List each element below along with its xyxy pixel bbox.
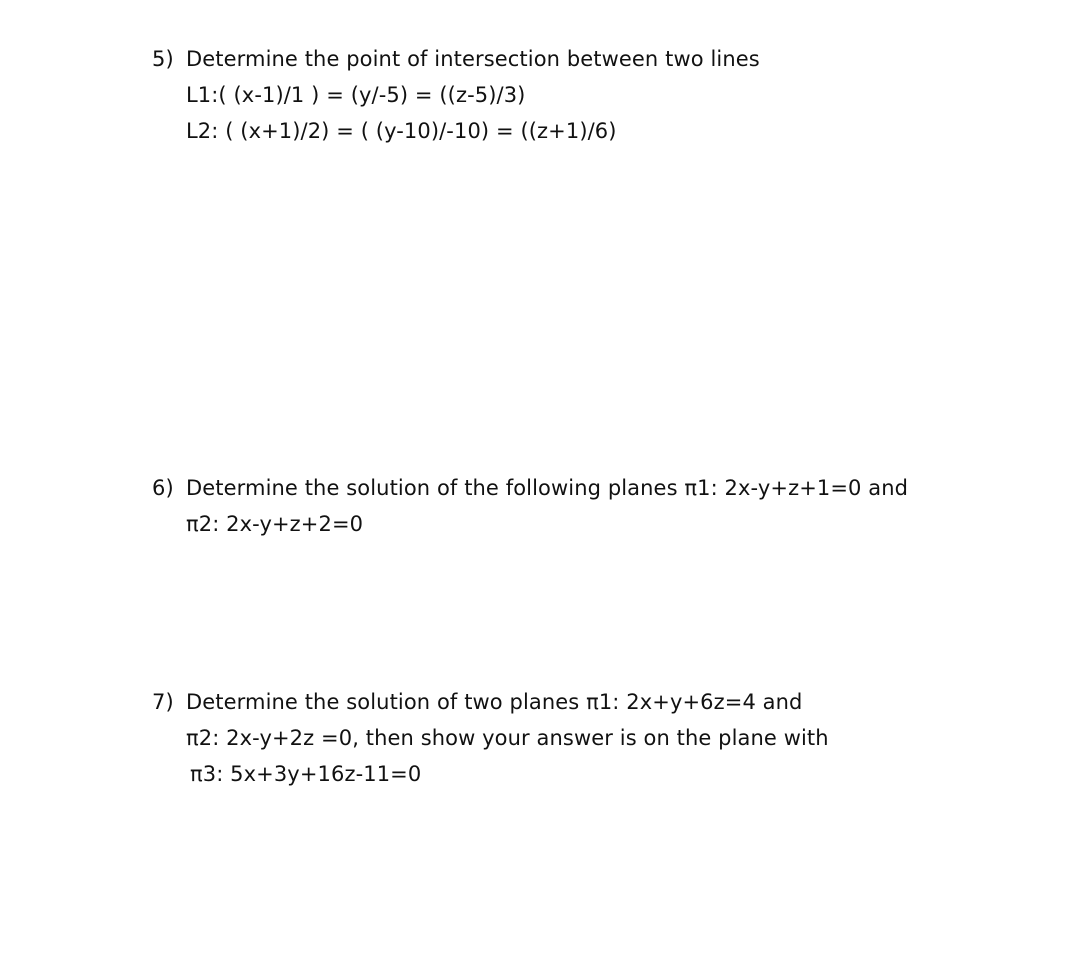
question-number: 5)	[152, 47, 174, 71]
question-text: Determine the solution of the following planes π1: 2x-y+z+1=0 and	[186, 476, 909, 500]
line-l1-equation: L1:( (x-1)/1 ) = (y/-5) = ((z-5)/3)	[186, 83, 526, 107]
question-6-heading	[152, 475, 908, 501]
question-number: 6)	[152, 476, 174, 500]
question-text: Determine the solution of two planes π1: 2x+y+6z=4 and	[186, 690, 803, 714]
plane-pi2-equation: π2: 2x-y+z+2=0	[186, 512, 364, 536]
plane-pi2-equation: π2: 2x-y+2z =0, then show your answer is on the plane with	[186, 726, 829, 750]
question-text: Determine the point of intersection between two lines	[186, 47, 760, 71]
question-5-heading	[152, 46, 760, 72]
question-7-heading	[152, 689, 803, 715]
line-l2-equation: L2: ( (x+1)/2) = ( (y-10)/-10) = ((z+1)/6)	[186, 119, 617, 143]
question-number: 7)	[152, 690, 174, 714]
plane-pi3-equation: π3: 5x+3y+16z-11=0	[190, 762, 422, 786]
